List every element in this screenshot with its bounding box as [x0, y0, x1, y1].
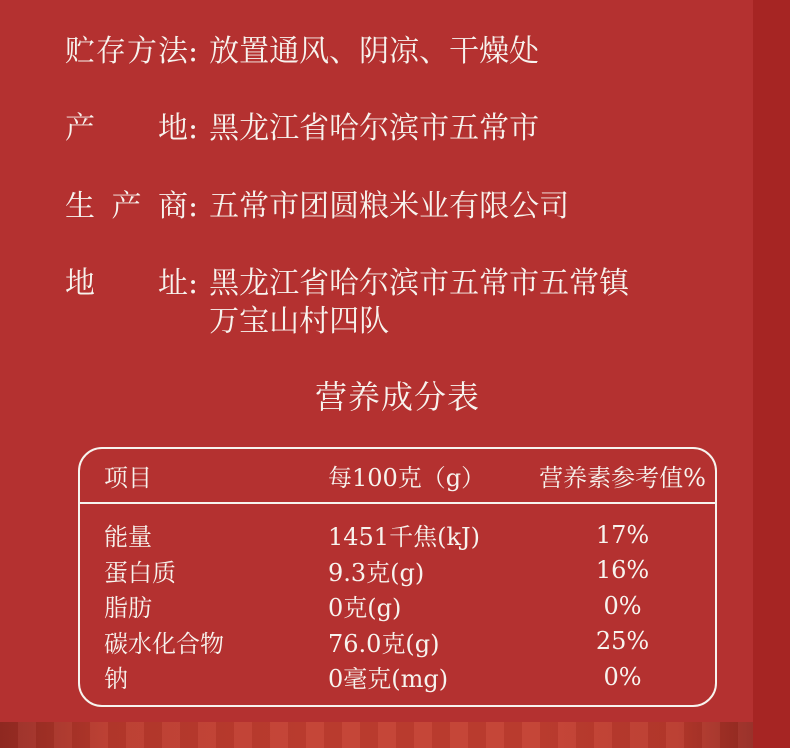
address-label: 地址 — [65, 266, 188, 301]
storage-colon: : — [188, 34, 199, 69]
row-name: 碳水化合物 — [104, 629, 224, 658]
nutrition-row-fat — [80, 588, 715, 624]
row-amount: 0毫克(mg) — [328, 665, 449, 694]
row-amount: 76.0克(g) — [328, 629, 440, 658]
row-amount: 1451千焦(kJ) — [328, 523, 480, 552]
storage-label: 贮存方法 — [65, 34, 188, 69]
nutrition-row-energy — [80, 517, 715, 553]
package-bottom-band — [0, 722, 753, 748]
producer-label: 生产商 — [65, 189, 188, 224]
info-line-origin — [65, 110, 539, 148]
row-name: 能量 — [104, 523, 152, 552]
origin-colon: : — [188, 111, 199, 146]
row-amount: 0克(g) — [328, 594, 402, 623]
row-nrv: 0% — [603, 591, 642, 620]
info-line-address — [65, 265, 634, 341]
nutrition-row-carbohydrate — [80, 624, 715, 660]
row-name: 钠 — [104, 665, 128, 694]
nutrition-table — [78, 447, 717, 707]
header-per-100g: 每100克（g） — [328, 464, 486, 492]
header-nrv-percent: 营养素参考值% — [539, 464, 706, 492]
storage-value: 放置通风、阴凉、干燥处 — [209, 34, 540, 69]
address-value: 黑龙江省哈尔滨市五常市五常镇万宝山村四队 — [209, 266, 630, 339]
row-amount: 9.3克(g) — [328, 558, 425, 587]
row-nrv: 16% — [595, 556, 650, 585]
info-line-producer — [65, 188, 569, 226]
address-colon: : — [188, 266, 199, 301]
origin-value: 黑龙江省哈尔滨市五常市 — [209, 111, 540, 146]
producer-value: 五常市团圆粮米业有限公司 — [209, 189, 570, 224]
nutrition-table-title: 营养成分表 — [314, 378, 480, 416]
nutrition-row-sodium — [80, 659, 715, 695]
row-name: 蛋白质 — [104, 558, 176, 587]
row-nrv: 0% — [603, 662, 642, 691]
producer-colon: : — [188, 189, 199, 224]
info-line-storage — [65, 33, 539, 71]
header-item: 项目 — [104, 464, 152, 492]
nutrition-table-body — [80, 504, 715, 695]
row-name: 脂肪 — [104, 594, 152, 623]
row-nrv: 25% — [595, 627, 650, 656]
row-nrv: 17% — [595, 520, 650, 549]
origin-label: 产地 — [65, 111, 188, 146]
nutrition-table-header — [80, 449, 715, 504]
package-edge-band — [753, 0, 790, 748]
nutrition-row-protein — [80, 553, 715, 589]
